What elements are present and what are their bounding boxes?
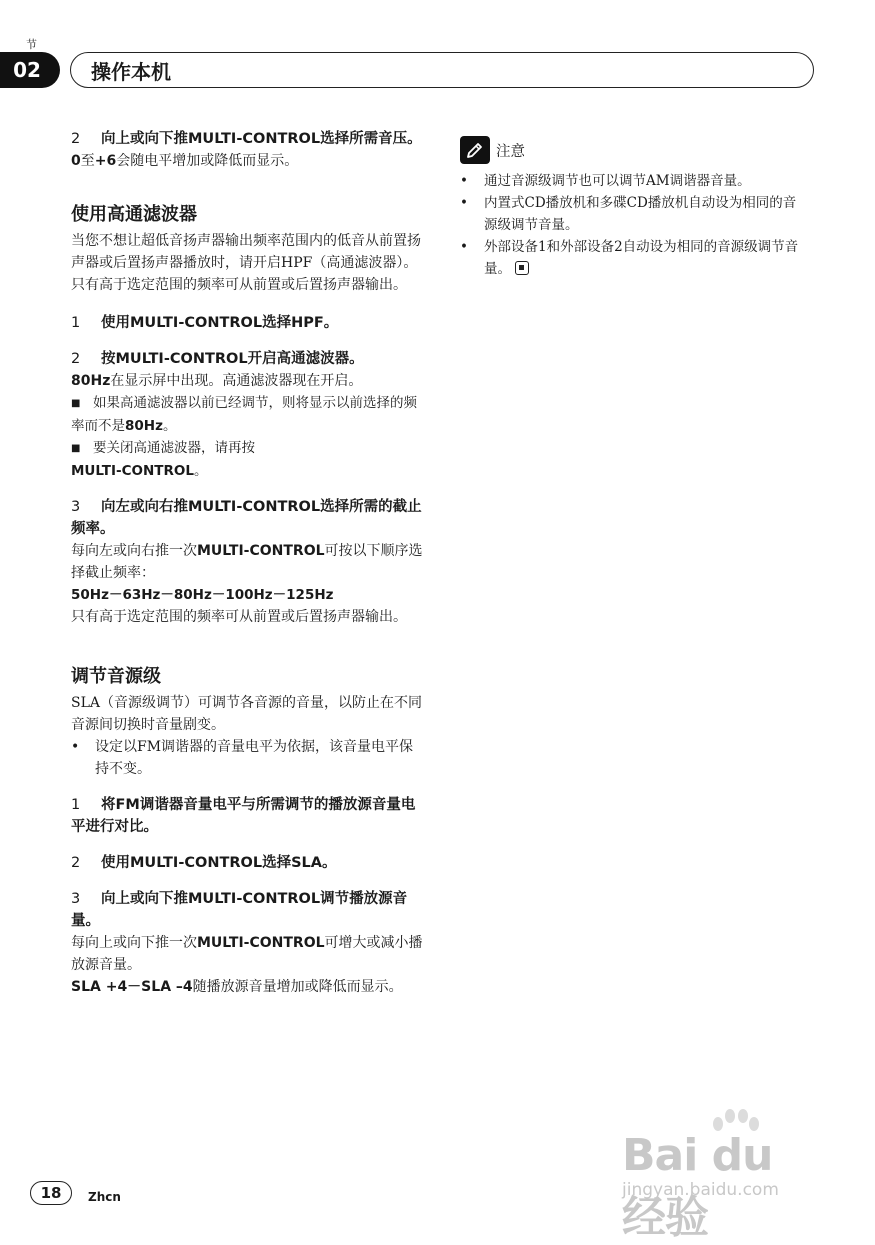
step-number: 1 <box>71 797 81 813</box>
sla-range <box>71 976 426 998</box>
section-number-badge: 02 <box>0 52 60 88</box>
step-2-body <box>71 150 426 172</box>
sla-step-1 <box>71 794 426 838</box>
step-number: 2 <box>71 351 81 367</box>
body-text: 可按以下顺序选择截止频率： <box>71 543 423 581</box>
step-text: 使用MULTI-CONTROL选择SLA。 <box>101 855 337 871</box>
step-text: 向上或向下推MULTI-CONTROL调节播放源音量。 <box>71 891 408 929</box>
square-bullet-icon: ■ <box>71 398 81 409</box>
body-text: 至 <box>80 153 95 169</box>
note-header <box>460 136 805 164</box>
cutoff-sequence: 50Hz－63Hz－80Hz－100Hz－125Hz <box>71 587 334 603</box>
body-text: 在显示屏中出现。高通滤波器现在开启。 <box>110 373 363 389</box>
hpf-heading: 使用高通滤波器 <box>71 204 197 225</box>
step-number: 2 <box>71 855 81 871</box>
note-title: 注意 <box>496 143 525 160</box>
chapter-title-text: 操作本机 <box>91 59 171 84</box>
control-name: MULTI-CONTROL <box>197 543 325 559</box>
note-bullet-1 <box>460 170 805 192</box>
hpf-step-3-body-2: 只有高于选定范围的频率可从前置或后置扬声器输出。 <box>71 609 407 625</box>
step-2-volume <box>71 128 426 150</box>
step-number: 2 <box>71 131 81 147</box>
bullet-text: 通过音源级调节也可以调节AM调谐器音量。 <box>484 173 751 189</box>
watermark-url: jingyan.baidu.com <box>622 1180 779 1200</box>
step-text: 向左或向右推MULTI-CONTROL选择所需的截止频率。 <box>71 499 422 537</box>
bullet-icon: • <box>460 195 468 211</box>
note-text: 。 <box>162 418 177 434</box>
note-text: 要关闭高通滤波器，请再按 <box>93 440 255 456</box>
hpf-step-2-note-2 <box>71 437 426 482</box>
page-number: 18 <box>30 1181 72 1205</box>
hpf-step-1 <box>71 312 426 334</box>
note-box <box>460 136 805 280</box>
step-number: 3 <box>71 499 81 515</box>
hpf-step-3-body <box>71 540 426 584</box>
step-text: 向上或向下推MULTI-CONTROL选择所需音压。 <box>101 131 422 147</box>
sla-intro: SLA（音源级调节）可调节各音源的音量，以防止在不同音源间切换时音量剧变。 <box>71 695 422 733</box>
step-text: 按MULTI-CONTROL开启高通滤波器。 <box>101 351 364 367</box>
bullet-text-wrap <box>484 236 805 280</box>
note-bullet-3 <box>460 236 805 280</box>
left-column <box>71 128 426 998</box>
bullet-icon: • <box>71 739 80 755</box>
body-text: 可增大或减小播放源音量。 <box>71 935 423 973</box>
step-number: 1 <box>71 315 81 331</box>
frequency-value: 80Hz <box>125 418 163 434</box>
step-text: 将FM调谐器音量电平与所需调节的播放源音量电平进行对比。 <box>71 797 416 835</box>
sla-range-value: SLA +4－SLA –4 <box>71 979 193 995</box>
frequency-value: 80Hz <box>71 373 111 389</box>
sla-step-3 <box>71 888 426 932</box>
body-text: 每向上或向下推一次 <box>71 935 197 951</box>
sla-step-3-body <box>71 932 426 976</box>
language-code: Zhcn <box>88 1190 121 1204</box>
watermark-logo: Bai du 经验 <box>622 1130 773 1243</box>
bullet-text: 设定以FM调谐器的音量电平为依据，该音量电平保持不变。 <box>95 739 414 777</box>
range-max: +6 <box>94 153 117 169</box>
end-mark-icon <box>515 261 529 275</box>
note-text: 。 <box>193 463 208 479</box>
hpf-step-2 <box>71 348 426 370</box>
note-bullet-2 <box>460 192 805 236</box>
baidu-watermark <box>618 1110 818 1243</box>
body-text: 会随电平增加或降低而显示。 <box>116 153 299 169</box>
sla-step-2 <box>71 852 426 874</box>
hpf-step-3 <box>71 496 426 540</box>
range-min: 0 <box>71 153 81 169</box>
sla-bullet <box>71 736 426 780</box>
hpf-intro: 当您不想让超低音扬声器输出频率范围内的低音从前置扬声器或后置扬声器播放时，请开启HPF（高通滤波器）。 只有高于选定范围的频率可从前置或后置扬声器输出。 <box>71 233 421 293</box>
control-name: MULTI-CONTROL <box>197 935 325 951</box>
pencil-note-icon <box>460 136 490 164</box>
step-number: 3 <box>71 891 81 907</box>
bullet-icon: • <box>460 173 468 189</box>
body-text: 随播放源音量增加或降低而显示。 <box>192 979 403 995</box>
chapter-title <box>70 52 814 88</box>
step-text: 使用MULTI-CONTROL选择HPF。 <box>101 315 339 331</box>
bullet-icon: • <box>460 239 468 255</box>
note-text: 如果高通滤波器以前已经调节，则将显示以前选择的频率而不是 <box>71 395 417 434</box>
square-bullet-icon: ■ <box>71 443 81 454</box>
control-name: MULTI-CONTROL <box>71 463 194 479</box>
body-text: 每向左或向右推一次 <box>71 543 197 559</box>
sla-heading: 调节音源级 <box>71 666 161 687</box>
hpf-step-2-body <box>71 370 426 392</box>
bullet-text: 内置式CD播放机和多碟CD播放机自动设为相同的音源级调节音量。 <box>484 195 797 233</box>
section-label: 节 <box>26 38 37 51</box>
bullet-text: 外部设备1和外部设备2自动设为相同的音源级调节音量。 <box>484 239 799 277</box>
hpf-step-2-note-1 <box>71 392 426 437</box>
